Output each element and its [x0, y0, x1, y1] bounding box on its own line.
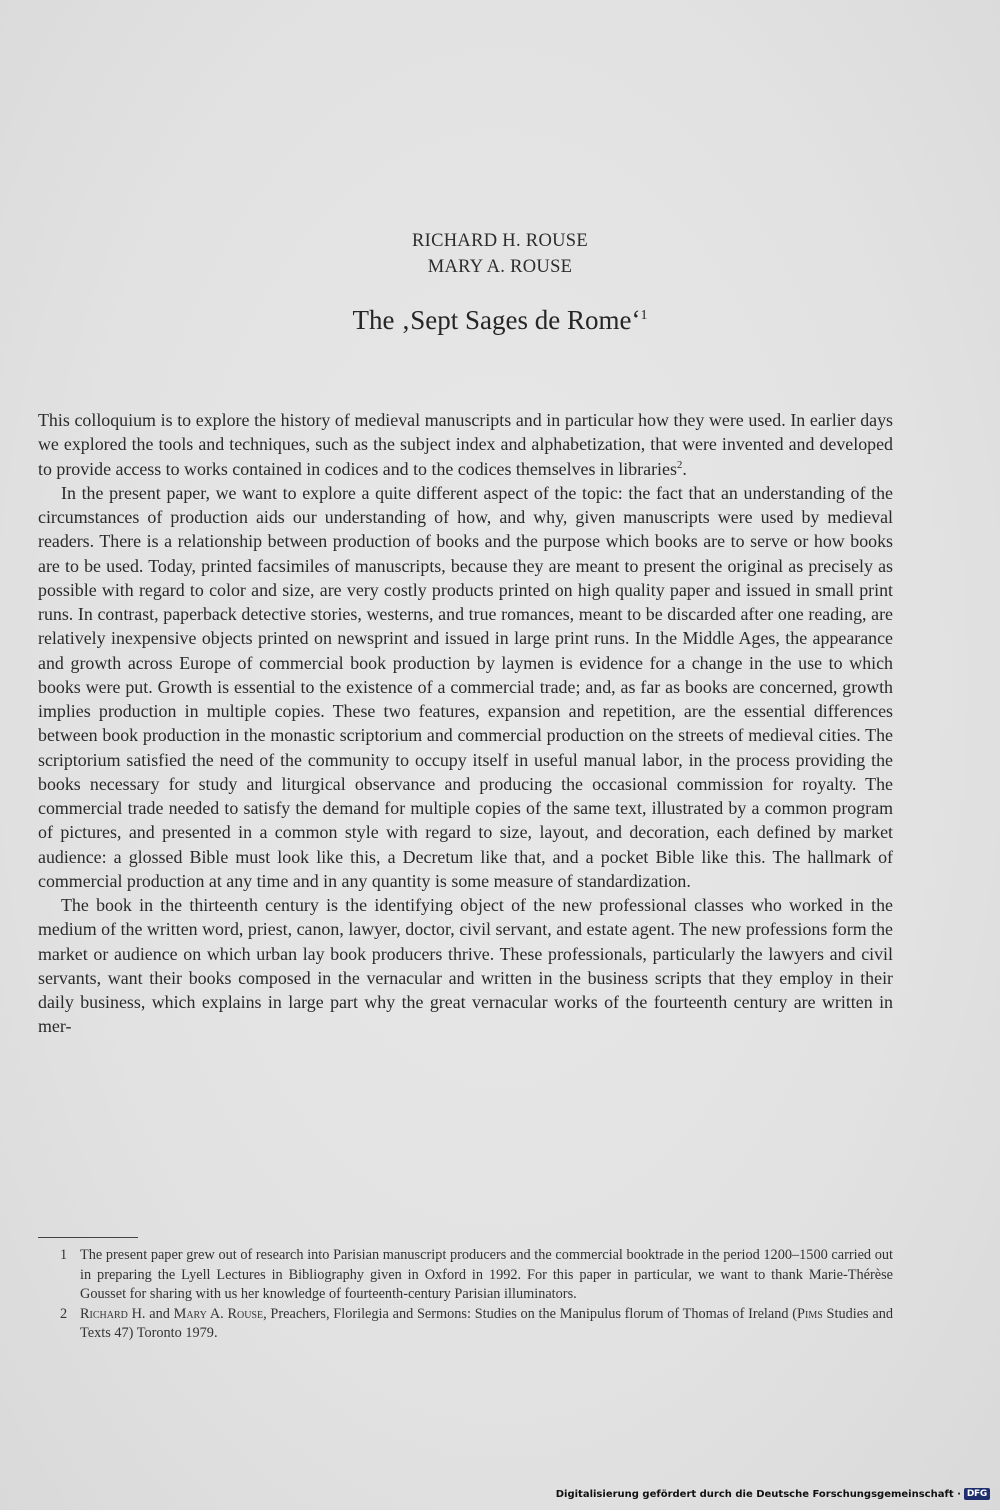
body-text: [38, 408, 893, 1039]
title-footnote-ref[interactable]: 1: [640, 308, 648, 323]
title-text: The ‚Sept Sages de Rome‘: [352, 305, 641, 335]
author-1: RICHARD H. ROUSE: [412, 231, 588, 251]
footnote-2-author-richard: Richard: [80, 1305, 128, 1322]
paragraph-1: [38, 408, 893, 481]
footnote-2-initial: A.: [206, 1305, 228, 1322]
credit-text: Digitalisierung gefördert durch die Deutsche Forschungsgemeinschaft ·: [555, 1488, 961, 1500]
footnote-1-number: 1: [60, 1247, 68, 1263]
dfg-logo-icon: DFG: [964, 1488, 990, 1500]
footnote-1: [60, 1246, 893, 1305]
footnotes: [60, 1246, 893, 1344]
footnote-2-author-rouse: Rouse: [227, 1305, 264, 1322]
footnote-2-text-1: , Preachers, Florilegia and Sermons: Studies on the Manipulus florum of Thomas of Ireland (: [263, 1305, 798, 1322]
footnote-2: [60, 1305, 893, 1344]
footnote-2-number: 2: [60, 1305, 68, 1322]
author-2: MARY A. ROUSE: [427, 257, 573, 277]
footnote-divider: [38, 1237, 138, 1238]
digitization-credit: [556, 1488, 990, 1500]
footnote-2-pims: Pims: [797, 1305, 823, 1322]
article-title: [0, 305, 1000, 336]
paragraph-2: In the present paper, we want to explore a quite different aspect of the topic: the fact that an understanding of the circumstances of production aids our understanding of how, and why, given manuscripts were used by medieval readers. There is a relationship between production of books and the purpose which books are to serve or how books are to be used. Today, printed facsimiles of manuscripts, because they are meant to present the original as precisely as possible with regard to color and size, are very costly products printed on high quality paper and issued in small print runs. In contrast, paperback detective stories, westerns, and true romances, meant to be discarded after one reading, are relatively inexpensive objects printed on newsprint and issued in large print runs. In the Middle Ages, the appearance and growth across Europe of commercial book production by laymen is evidence for a change in the use to which books were put. Growth is essential to the existence of a commercial trade; and, as far as books are concerned, growth implies production in multiple copies. These two features, expansion and repetition, are the essential differences between book production in the monastic scriptorium and commercial production on the streets of medieval cities. The scriptorium satisfied the need of the community to occupy itself in useful manual labor, in the process providing the books necessary for study and liturgical observance and producing the occasional commission for royalty. The commercial trade needed to satisfy the demand for multiple copies of the same text, illustrated by a common program of pictures, and presented in a common style with regard to size, layout, and decoration, each defined by market audience: a glossed Bible must look like this, a Decretum like that, and a pocket Bible like this. The hallmark of commercial production at any time and in any quantity is some measure of standardization.: [38, 482, 893, 891]
paragraph-3: The book in the thirteenth century is the identifying object of the new professional classes who worked in the medium of the written word, priest, canon, lawyer, doctor, civil servant, and estate agent. The new professions form the market or audience on which urban lay book producers thrive. These professionals, particularly the lawyers and civil servants, want their books composed in the vernacular and written in the business scripts that they employ in their daily business, which explains in large part why the great vernacular works of the fourteenth century are written in mer-: [38, 895, 893, 1037]
paragraph-1-end: .: [682, 458, 687, 479]
footnote-1-text: The present paper grew out of research into Parisian manuscript producers and the commercial booktrade in the period 1200–1500 carried out in preparing the Lyell Lectures in Bibliography given in Oxford in 1992. For this paper in particular, we want to thank Marie-Thérèse Gousset for sharing with us her knowledge of fourteenth-century Parisian illuminators.: [80, 1247, 893, 1302]
footnote-2-text-2: Studies and Texts 47) Toronto 1979.: [80, 1305, 893, 1341]
paragraph-1-text: This colloquium is to explore the history of medieval manuscripts and in particular how they were used. In earlier days we explored the tools and techniques, such as the subject index and alphabetization, that were invented and developed to provide access to works contained in codices and to the codices themselves in libraries: [38, 410, 893, 479]
footnote-2-and: H. and: [127, 1305, 174, 1322]
footnote-2-author-mary: Mary: [173, 1305, 207, 1322]
footnote-ref-2[interactable]: 2: [676, 458, 683, 471]
